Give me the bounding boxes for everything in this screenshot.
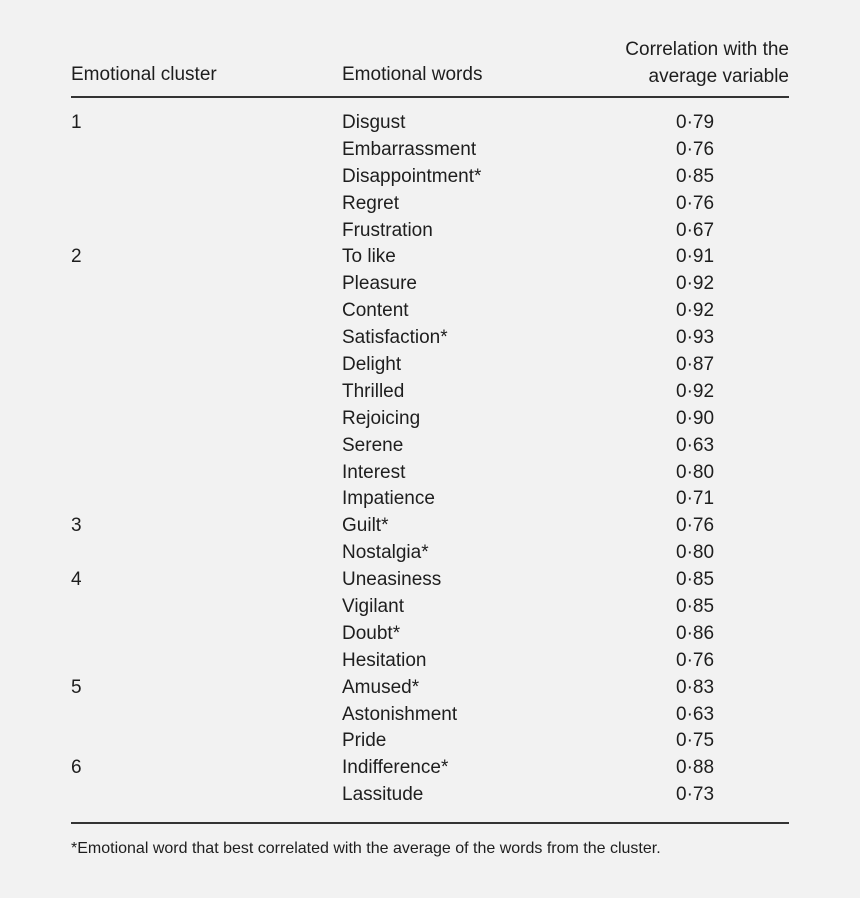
correlation-value: 0·80 <box>676 461 715 483</box>
correlation-value: 0·92 <box>676 273 715 295</box>
correlation-value: 0·92 <box>676 300 715 322</box>
correlation-value: 0·63 <box>676 434 715 456</box>
correlation-value: 0·85 <box>676 596 715 618</box>
emotional-word: Disgust <box>342 112 406 133</box>
table-row <box>71 513 789 540</box>
correlation-value: 0·91 <box>676 246 715 268</box>
header-correlation-line1: Correlation with the <box>625 39 789 60</box>
table-row <box>71 460 789 487</box>
table-row <box>71 648 789 675</box>
table-row <box>71 433 789 460</box>
correlation-value: 0·86 <box>676 622 715 644</box>
correlation-value: 0·93 <box>676 327 715 349</box>
correlation-value: 0·76 <box>676 192 715 214</box>
emotional-word: Pride <box>342 730 387 752</box>
table-row <box>71 244 789 271</box>
emotional-word: Thrilled <box>342 380 405 402</box>
table-row <box>71 298 789 325</box>
correlation-value: 0·73 <box>676 784 715 806</box>
emotional-word: Satisfaction* <box>342 327 448 349</box>
correlation-value: 0·90 <box>676 407 715 429</box>
emotional-word: To like <box>342 246 396 268</box>
bottom-rule <box>71 822 789 824</box>
emotional-word: Indifference* <box>342 757 449 779</box>
table-header <box>71 0 789 97</box>
emotional-word: Interest <box>342 461 406 483</box>
cluster-number: 1 <box>71 112 82 133</box>
table-row <box>71 567 789 594</box>
table-row <box>71 218 789 245</box>
table-row <box>71 782 789 809</box>
emotional-word: Frustration <box>342 219 433 241</box>
correlation-value: 0·80 <box>676 542 715 564</box>
correlation-value: 0·83 <box>676 676 715 698</box>
header-correlation-line2: average variable <box>648 66 789 87</box>
correlation-value: 0·76 <box>676 649 715 671</box>
table-row <box>71 702 789 729</box>
table-body <box>71 110 789 809</box>
correlation-value: 0·79 <box>676 112 715 133</box>
header-correlation <box>625 36 789 90</box>
cluster-number: 5 <box>71 676 82 698</box>
emotional-word: Serene <box>342 434 404 456</box>
correlation-value: 0·75 <box>676 730 715 752</box>
table-row <box>71 110 789 137</box>
correlation-value: 0·88 <box>676 757 715 779</box>
emotional-word: Content <box>342 300 409 322</box>
emotional-word: Rejoicing <box>342 407 421 429</box>
correlation-value: 0·85 <box>676 569 715 591</box>
table-row <box>71 352 789 379</box>
table-row <box>71 621 789 648</box>
table-row <box>71 755 789 782</box>
correlation-value: 0·76 <box>676 515 715 537</box>
table-row <box>71 137 789 164</box>
emotion-table <box>71 0 789 857</box>
correlation-value: 0·67 <box>676 219 715 241</box>
table-row <box>71 379 789 406</box>
correlation-value: 0·87 <box>676 354 715 376</box>
emotional-word: Delight <box>342 354 402 376</box>
emotional-word: Guilt* <box>342 515 389 537</box>
correlation-value: 0·92 <box>676 380 715 402</box>
cluster-number: 2 <box>71 246 82 268</box>
emotional-word: Doubt* <box>342 622 401 644</box>
table-row <box>71 406 789 433</box>
emotional-word: Embarrassment <box>342 138 477 160</box>
correlation-value: 0·76 <box>676 138 715 160</box>
cluster-number: 6 <box>71 757 82 779</box>
emotional-word: Regret <box>342 192 400 214</box>
cluster-number: 3 <box>71 515 82 537</box>
emotional-word: Pleasure <box>342 273 417 295</box>
emotional-word: Disappointment* <box>342 165 482 187</box>
emotional-word: Astonishment <box>342 703 458 725</box>
table-row <box>71 486 789 513</box>
emotional-word: Nostalgia* <box>342 542 429 564</box>
table-row <box>71 675 789 702</box>
emotional-word: Amused* <box>342 676 420 698</box>
correlation-value: 0·85 <box>676 165 715 187</box>
top-rule <box>71 96 789 98</box>
emotional-word: Uneasiness <box>342 569 442 591</box>
emotional-word: Hesitation <box>342 649 427 671</box>
table-row <box>71 271 789 298</box>
cluster-number: 4 <box>71 569 82 591</box>
correlation-value: 0·63 <box>676 703 715 725</box>
emotional-word: Lassitude <box>342 784 424 806</box>
table-row <box>71 191 789 218</box>
emotional-word: Vigilant <box>342 596 404 618</box>
table-footnote: *Emotional word that best correlated with the average of the words from the cluster. <box>71 840 661 857</box>
emotional-word: Impatience <box>342 488 435 510</box>
header-emotional-words: Emotional words <box>342 64 483 85</box>
table-row <box>71 540 789 567</box>
table-row <box>71 594 789 621</box>
table-row <box>71 325 789 352</box>
header-emotional-cluster: Emotional cluster <box>71 64 217 85</box>
table-row <box>71 164 789 191</box>
correlation-value: 0·71 <box>676 488 715 510</box>
table-row <box>71 728 789 755</box>
